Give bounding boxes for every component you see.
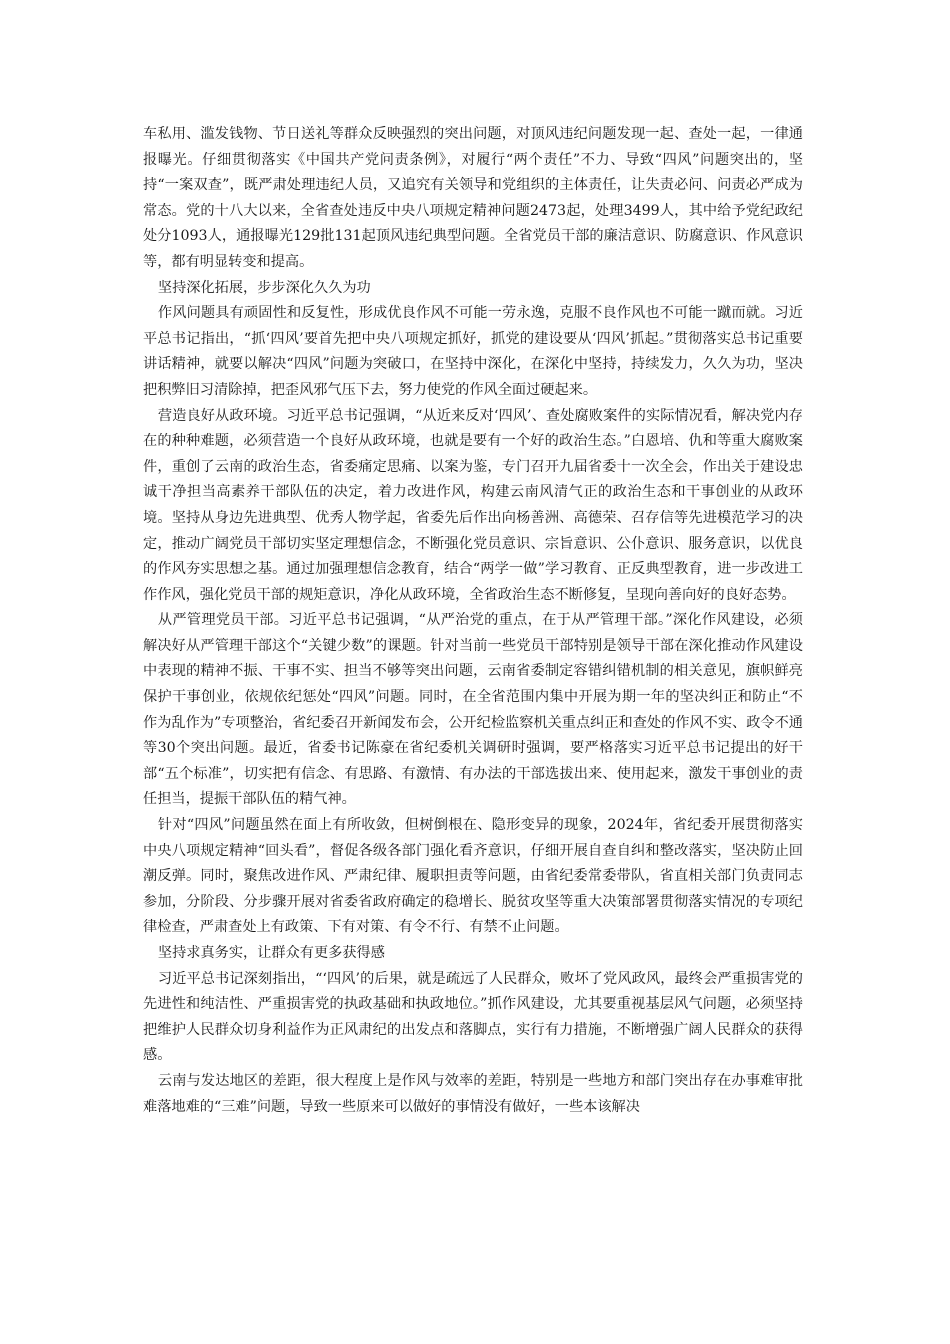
paragraph-7: 云南与发达地区的差距，很大程度上是作风与效率的差距，特别是一些地方和部门突出存在办事难审批难落地难的“三难”问题，导致一些原来可以做好的事情没有做好，一些本该解决 <box>143 1072 803 1115</box>
paragraph-6: 习近平总书记深刻指出，“‘四风’的后果，就是疏远了人民群众，败坏了党风政风，最终会严重损害党的先进性和纯洁性、严重损害党的执政基础和执政地位。”抓作风建设，尤其要重视基层风气问题，必须坚持把维护人民群众切身利益作为正风肃纪的出发点和落脚点，实行有力措施，不断增强广阔人民群众的获得感。 <box>143 970 803 1064</box>
paragraph-3: 营造良好从政环境。习近平总书记强调，“从近来反对‘四风’、查处腐败案件的实际情况看，解决党内存在的种种难题，必须营造一个良好从政环境，也就是要有一个好的政治生态。”白恩培、仇和等重大腐败案件，重创了云南的政治生态，省委痛定思痛、以案为鉴，专门召开九届省委十一次全会，作出关于建设忠诚干净担当高素养干部队伍的决定，着力改进作风，构建云南风清气正的政治生态和干事创业的从政环境。坚持从身边先进典型、优秀人物学起，省委先后作出向杨善洲、高德荣、召存信等先进模范学习的决定，推动广阔党员干部切实坚定理想信念，不断强化党员意识、宗旨意识、公仆意识、服务意识，以优良的作风夯实思想之基。通过加强理想信念教育，结合“两学一做”学习教育、正反典型教育，进一步改进工作作风，强化党员干部的规矩意识，净化从政环境，全省政治生态不断修复，呈现向善向好的良好态势。 <box>143 407 803 603</box>
section-heading-pragmatic: 坚持求真务实，让群众有更多获得感 <box>157 945 385 961</box>
paragraph-1: 车私用、滥发钱物、节日送礼等群众反映强烈的突出问题，对顶风违纪问题发现一起、查处一起，一律通报曝光。仔细贯彻落实《中国共产党问责条例》，对履行“两个责任”不力、导致“四风”问题突出的，坚持“一案双查”，既严肃处理违纪人员，又追究有关领导和党组织的主体责任，让失责必问、问责必严成为常态。党的十八大以来，全省查处违反中央八项规定精神问题2473起，处理3499人，其中给予党纪政纪处分1093人，通报曝光129批131起顶风违纪典型问题。全省党员干部的廉洁意识、防腐意识、作风意识等，都有明显转变和提高。 <box>143 126 803 270</box>
section-heading-deepen: 坚持深化拓展，步步深化久久为功 <box>157 279 371 296</box>
paragraph-2: 作风问题具有顽固性和反复性，形成优良作风不可能一劳永逸，克服不良作风也不可能一蹴而就。习近平总书记指出，“抓‘四风’要首先把中央八项规定抓好，抓党的建设要从‘四风’抓起。”贯彻落实总书记重要讲话精神，就要以解决“四风”问题为突破口，在坚持中深化，在深化中坚持，持续发力，久久为功，坚决把积弊旧习清除掉，把歪风邪气压下去，努力使党的作风全面过硬起来。 <box>143 305 803 398</box>
paragraph-4: 从严管理党员干部。习近平总书记强调，“从严治党的重点，在于从严管理干部。”深化作风建设，必须解决好从严管理干部这个“关键少数”的课题。针对当前一些党员干部特别是领导干部在深化推动作风建设中表现的精神不振、干事不实、担当不够等突出问题，云南省委制定容错纠错机制的相关意见，旗帜鲜亮保护干事创业，依规依纪惩处“四风”问题。同时，在全省范围内集中开展为期一年的坚决纠正和防止“不作为乱作为”专项整治，省纪委召开新闻发布会，公开纪检监察机关重点纠正和查处的作风不实、政令不通等30个突出问题。最近，省委书记陈豪在省纪委机关调研时强调，要严格落实习近平总书记提出的好干部“五个标准”，切实把有信念、有思路、有激情、有办法的干部选拔出来、使用起来，激发干事创业的责任担当，提振干部队伍的精气神。 <box>143 612 803 808</box>
document-body <box>143 122 803 1120</box>
paragraph-5: 针对“四风”问题虽然在面上有所收敛，但树倒根在、隐形变异的现象，2024年，省纪委开展贯彻落实中央八项规定精神“回头看”，督促各级各部门强化看齐意识，仔细开展自查自纠和整改落实，坚决防止回潮反弹。同时，聚焦改进作风、严肃纪律、履职担责等问题，由省纪委常委带队，省直相关部门负责同志参加，分阶段、分步骤开展对省委省政府确定的稳增长、脱贫攻坚等重大决策部署贯彻落实情况的专项纪律检查，严肃查处上有政策、下有对策、有令不行、有禁不止问题。 <box>143 817 803 936</box>
